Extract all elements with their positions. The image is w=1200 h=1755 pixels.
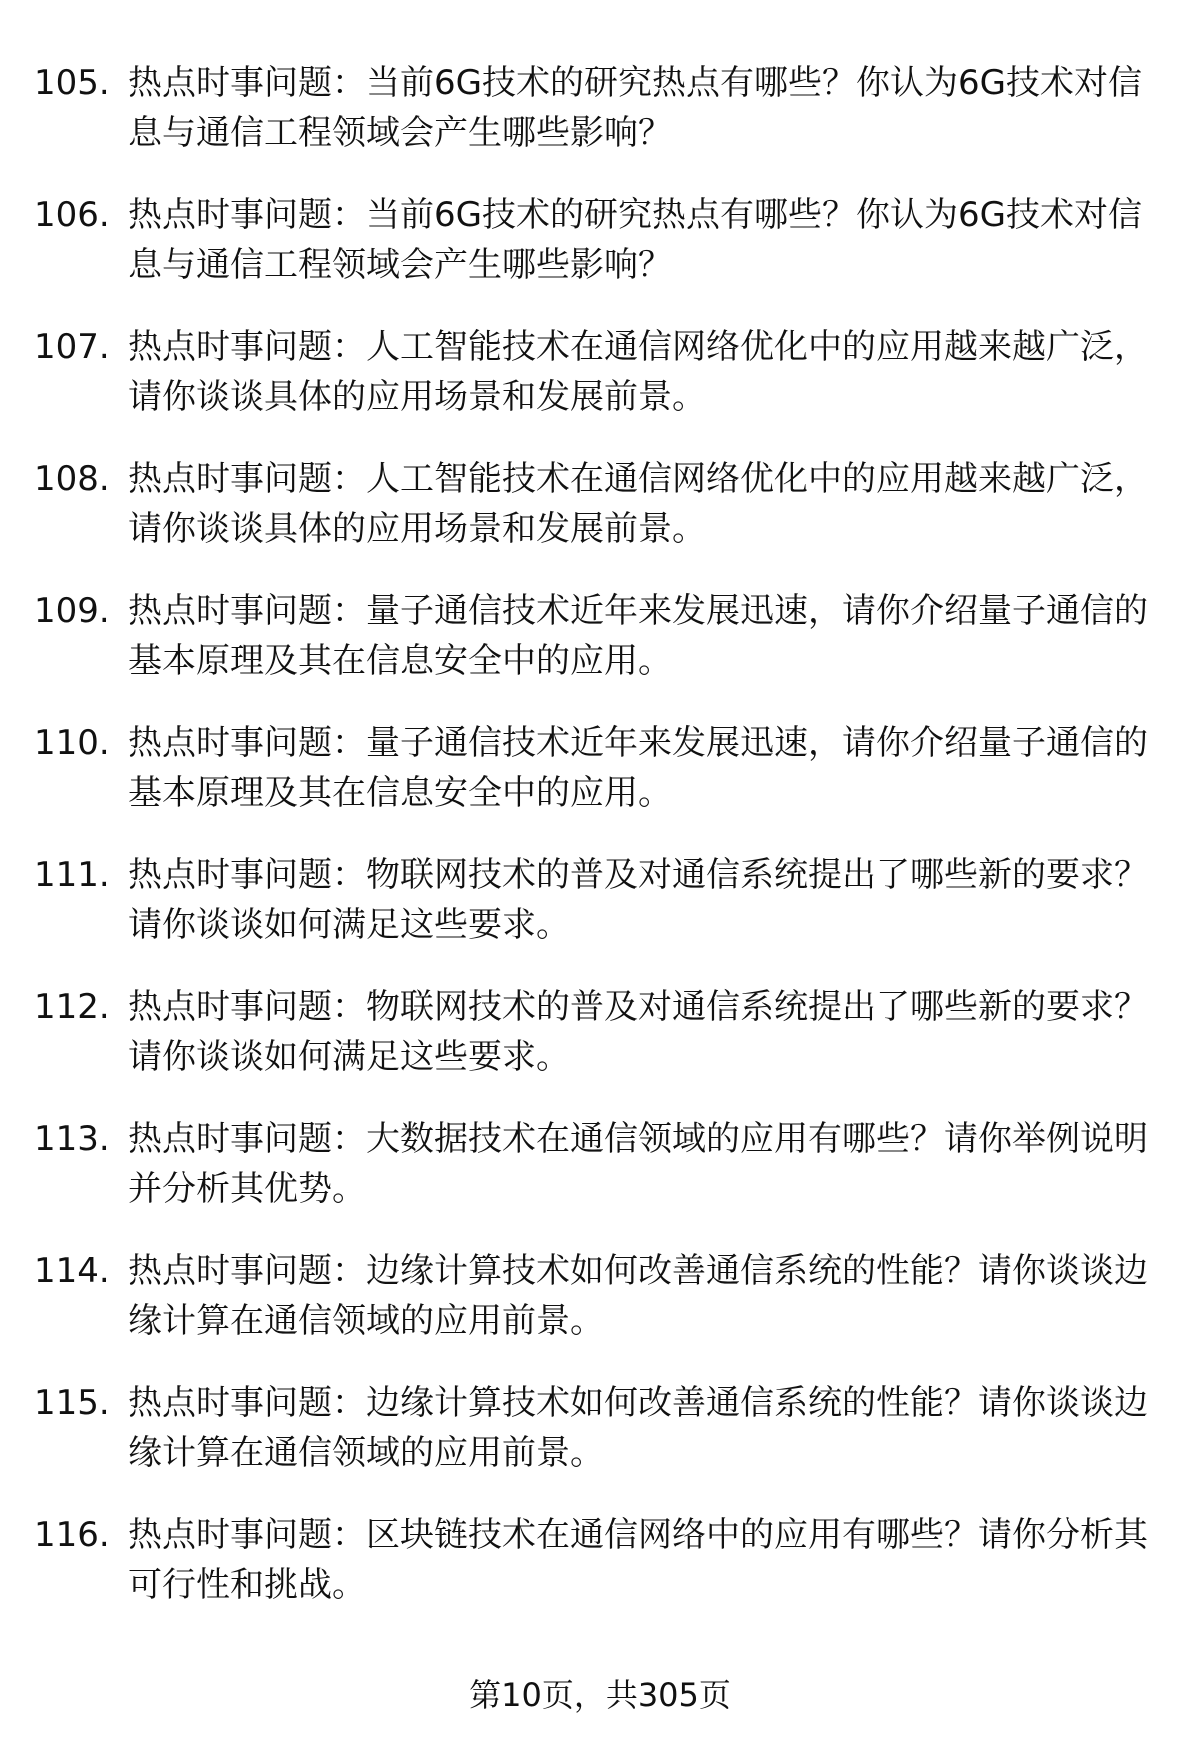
question-text: 热点时事问题：边缘计算技术如何改善通信系统的性能？请你谈谈边缘计算在通信领域的应用前景。 xyxy=(128,1251,1148,1341)
question-number: 116. xyxy=(34,1515,110,1555)
question-item xyxy=(0,586,1200,718)
question-text: 热点时事问题：量子通信技术近年来发展迅速，请你介绍量子通信的基本原理及其在信息安全中的应用。 xyxy=(128,591,1148,681)
question-item xyxy=(0,58,1200,190)
question-number: 112. xyxy=(34,987,110,1027)
question-number: 113. xyxy=(34,1119,110,1159)
question-text: 热点时事问题：物联网技术的普及对通信系统提出了哪些新的要求？请你谈谈如何满足这些要求。 xyxy=(128,855,1148,945)
question-number: 110. xyxy=(34,723,110,763)
question-number: 115. xyxy=(34,1383,110,1423)
question-item xyxy=(0,718,1200,850)
question-text: 热点时事问题：当前6G技术的研究热点有哪些？你认为6G技术对信息与通信工程领域会产生哪些影响？ xyxy=(128,195,1142,285)
question-item xyxy=(0,1510,1200,1642)
question-number: 107. xyxy=(34,327,110,367)
question-item xyxy=(0,1378,1200,1510)
question-text: 热点时事问题：量子通信技术近年来发展迅速，请你介绍量子通信的基本原理及其在信息安全中的应用。 xyxy=(128,723,1148,813)
question-number: 108. xyxy=(34,459,110,499)
page-footer: 第10页，共305页 xyxy=(469,1676,731,1714)
question-item xyxy=(0,982,1200,1114)
question-text: 热点时事问题：物联网技术的普及对通信系统提出了哪些新的要求？请你谈谈如何满足这些要求。 xyxy=(128,987,1148,1077)
question-text: 热点时事问题：区块链技术在通信网络中的应用有哪些？请你分析其可行性和挑战。 xyxy=(128,1515,1148,1605)
question-item xyxy=(0,850,1200,982)
question-text: 热点时事问题：大数据技术在通信领域的应用有哪些？请你举例说明并分析其优势。 xyxy=(128,1119,1148,1209)
question-item xyxy=(0,454,1200,586)
question-item xyxy=(0,190,1200,322)
question-number: 109. xyxy=(34,591,110,631)
question-list xyxy=(0,58,1200,1642)
question-number: 114. xyxy=(34,1251,110,1291)
question-text: 热点时事问题：人工智能技术在通信网络优化中的应用越来越广泛，请你谈谈具体的应用场景和发展前景。 xyxy=(128,459,1148,549)
question-text: 热点时事问题：当前6G技术的研究热点有哪些？你认为6G技术对信息与通信工程领域会产生哪些影响？ xyxy=(128,63,1142,153)
question-text: 热点时事问题：人工智能技术在通信网络优化中的应用越来越广泛，请你谈谈具体的应用场景和发展前景。 xyxy=(128,327,1148,417)
question-number: 105. xyxy=(34,63,110,103)
question-number: 106. xyxy=(34,195,110,235)
question-number: 111. xyxy=(34,855,110,895)
question-item xyxy=(0,1114,1200,1246)
question-item xyxy=(0,1246,1200,1378)
question-text: 热点时事问题：边缘计算技术如何改善通信系统的性能？请你谈谈边缘计算在通信领域的应用前景。 xyxy=(128,1383,1148,1473)
question-item xyxy=(0,322,1200,454)
